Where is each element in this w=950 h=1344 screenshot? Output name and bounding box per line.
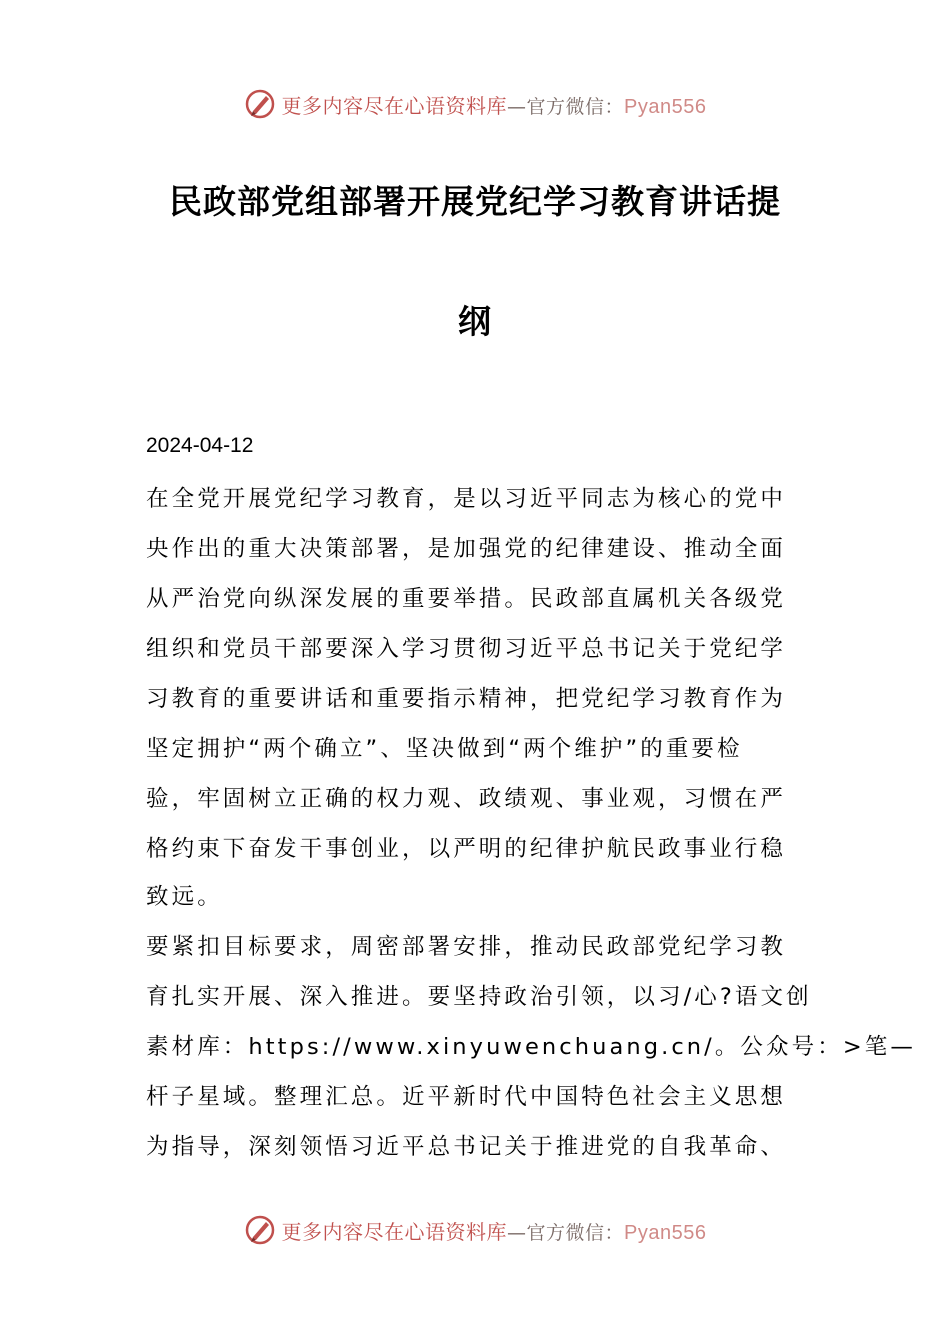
watermark-brand: 更多内容尽在心语资料库	[281, 1219, 507, 1244]
watermark-official-label: —官方微信：	[507, 1221, 625, 1244]
body-line: 为指导，深刻领悟习近平总书记关于推进党的自我革命、	[146, 1134, 787, 1160]
watermark-brand: 更多内容尽在心语资料库	[281, 93, 507, 118]
body-line: 育扎实开展、深入推进。要坚持政治引领，以习/心?语文创	[146, 984, 812, 1010]
body-line-with-link: 素材库：https://www.xinyuwenchuang.cn/。公众号：>笔—	[146, 1034, 916, 1060]
pen-circle-logo-icon	[244, 1214, 276, 1246]
body-line: 格约束下奋发干事创业，以严明的纪律护航民政事业行稳	[146, 836, 787, 862]
footer-watermark	[0, 1208, 950, 1252]
body-line: 央作出的重大决策部署，是加强党的纪律建设、推动全面	[146, 536, 787, 562]
body-line: 组织和党员干部要深入学习贯彻习近平总书记关于党纪学	[146, 636, 787, 662]
watermark-wechat-id: Pyan556	[624, 1221, 707, 1244]
header-watermark	[0, 82, 950, 126]
watermark-wechat-id: Pyan556	[624, 95, 707, 118]
body-line: 在全党开展党纪学习教育，是以习近平同志为核心的党中	[146, 486, 787, 512]
publish-date: 2024-04-12	[146, 434, 254, 457]
body-line: 验，牢固树立正确的权力观、政绩观、事业观，习惯在严	[146, 786, 787, 812]
watermark-official-label: —官方微信：	[507, 95, 625, 118]
body-line: 要紧扣目标要求，周密部署安排，推动民政部党纪学习教	[146, 934, 787, 960]
body-line: 从严治党向纵深发展的重要举措。民政部直属机关各级党	[146, 586, 787, 612]
body-line: 致远。	[146, 884, 223, 910]
body-line: 坚定拥护“两个确立”、坚决做到“两个维护”的重要检	[146, 736, 743, 762]
page-title: 民政部党组部署开展党纪学习教育讲话提	[169, 182, 781, 221]
pen-circle-logo-icon	[244, 88, 276, 120]
body-line: 杆子星域。整理汇总。近平新时代中国特色社会主义思想	[146, 1084, 787, 1110]
page-title-continued: 纲	[458, 302, 492, 341]
body-line: 习教育的重要讲话和重要指示精神，把党纪学习教育作为	[146, 686, 787, 712]
